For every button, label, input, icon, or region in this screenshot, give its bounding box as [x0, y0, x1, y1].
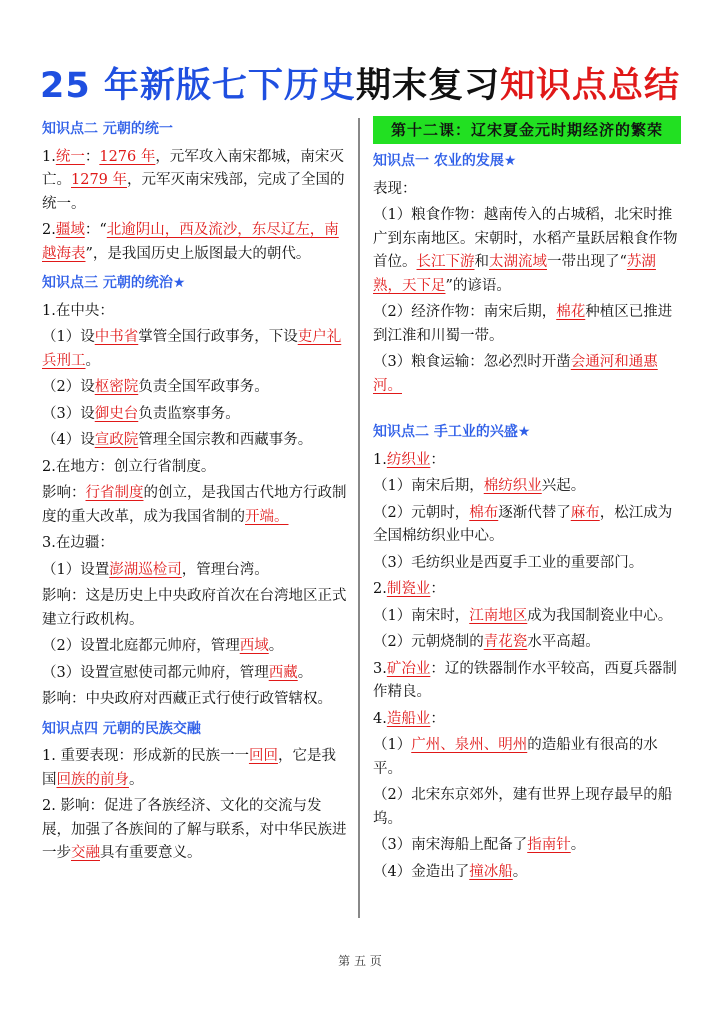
- paragraph: （2）元朝时，棉布逐渐代替了麻布，松江成为全国棉纺织业中心。: [373, 504, 673, 544]
- paragraph: 1.纺织业：: [373, 451, 445, 468]
- paragraph: （1）粮食作物：越南传入的占城稻，北宋时推广到东南地区。宋朝时，水稻产量跃居粮食作物首位。长江下游和太湖流域一带出现了“苏湖熟，天下足”的谚语。: [373, 207, 678, 294]
- lesson-title: 第十二课：辽宋夏金元时期经济的繁荣: [373, 116, 681, 144]
- section-heading: 知识点二 手工业的兴盛★: [373, 424, 531, 440]
- paragraph: （1）南宋时，江南地区成为我国制瓷业中心。: [373, 607, 673, 624]
- paragraph: （1）设置澎湖巡检司，管理台湾。: [42, 561, 269, 578]
- section-heading: 知识点三 元朝的统治★: [42, 275, 186, 291]
- paragraph: （1）广州、泉州、明州的造船业有很高的水平。: [373, 737, 658, 777]
- paragraph: （3）南宋海船上配备了指南针。: [373, 837, 586, 853]
- paragraph: 表现：: [373, 180, 417, 197]
- paragraph: （4）设宣政院管理全国宗教和西藏事务。: [42, 432, 313, 448]
- paragraph: 3.矿冶业：辽的铁器制作水平较高，西夏兵器制作精良。: [373, 660, 677, 700]
- section-heading: 知识点二 元朝的统一: [42, 121, 173, 137]
- paragraph: 2.制瓷业：: [373, 581, 445, 597]
- paragraph: 3.在边疆：: [42, 535, 114, 551]
- paragraph: （3）毛纺织业是西夏手工业的重要部门。: [373, 554, 644, 571]
- page-title: 25 年新版七下历史期末复习知识点总结: [40, 66, 680, 106]
- paragraph: 2.在地方：创立行省制度。: [42, 458, 216, 475]
- page-number: 第 五 页: [338, 954, 382, 968]
- paragraph: 1. 重要表现：形成新的民族一一回回，它是我国回族的前身。: [42, 748, 336, 788]
- paragraph: 4.造船业：: [373, 710, 445, 727]
- paragraph: 2. 影响：促进了各族经济、文化的交流与发展，加强了各族间的了解与联系，对中华民族进一步交融具有重要意义。: [42, 798, 347, 861]
- paragraph: （1）设中书省掌管全国行政事务，下设吏户礼兵刑工。: [42, 329, 342, 369]
- paragraph: （2）设置北庭都元帅府，管理西域。: [42, 638, 284, 654]
- paragraph: 影响：行省制度的创立，是我国古代地方行政制度的重大改革，成为我国省制的开端。: [42, 485, 347, 525]
- right-column: [373, 116, 681, 887]
- paragraph: 影响：这是历史上中央政府首次在台湾地区正式建立行政机构。: [42, 588, 347, 628]
- section-heading: 知识点一 农业的发展★: [373, 153, 517, 169]
- column-divider: [358, 118, 360, 918]
- paragraph: （2）经济作物：南宋后期，棉花种植区已推进到江淮和川蜀一带。: [373, 304, 673, 344]
- paragraph: （3）设置宣慰使司都元帅府，管理西藏。: [42, 664, 313, 681]
- section-heading: 知识点四 元朝的民族交融: [42, 720, 201, 737]
- paragraph: （2）设枢密院负责全国军政事务。: [42, 379, 269, 395]
- paragraph: 影响：中央政府对西藏正式行使行政管辖权。: [42, 691, 332, 707]
- paragraph: 2.疆域：“北逾阴山，西及流沙，东尽辽左，南越海表”，是我国历史上版图最大的朝代。: [42, 222, 339, 262]
- paragraph: （1）南宋后期，棉纺织业兴起。: [373, 478, 586, 494]
- paragraph: （4）金造出了撞冰船。: [373, 863, 528, 880]
- paragraph: 1.统一：1276 年，元军攻入南宋都城，南宋灭亡。1279 年，元军灭南宋残部，完成了全国的统一。: [42, 148, 345, 212]
- paragraph: 1.在中央：: [42, 302, 114, 319]
- paragraph: （3）设御史台负责监察事务。: [42, 405, 240, 422]
- paragraph: （2）元朝烧制的青花瓷水平高超。: [373, 634, 600, 650]
- paragraph: （2）北宋东京郊外，建有世界上现存最早的船坞。: [373, 787, 673, 827]
- left-column: [42, 116, 347, 869]
- paragraph: （3）粮食运输：忽必烈时开凿会通河和通惠河。: [373, 354, 658, 394]
